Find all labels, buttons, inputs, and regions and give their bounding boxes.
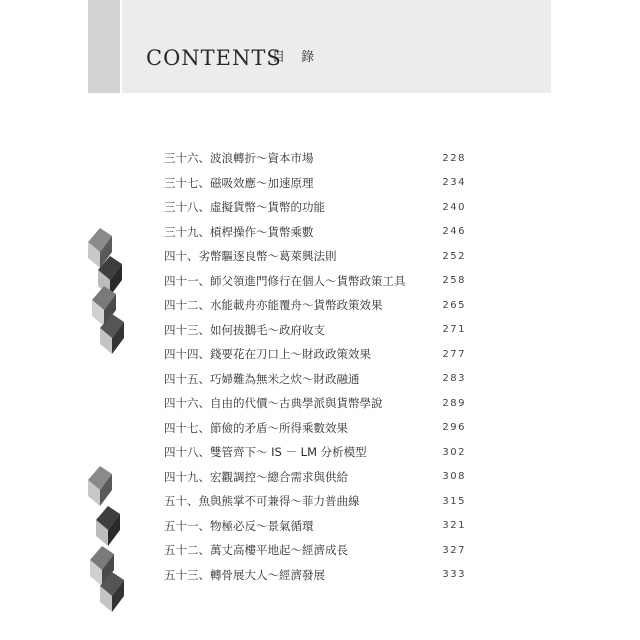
toc-entry[interactable] <box>164 514 466 539</box>
toc-entry-title: 四十七、節儉的矛盾～所得乘數效果 <box>164 420 348 435</box>
toc-entry-page: 296 <box>442 422 466 434</box>
toc-entry[interactable] <box>164 440 466 465</box>
toc-entry-page: 289 <box>442 397 466 409</box>
toc-entry[interactable] <box>164 538 466 563</box>
toc-entry-page: 271 <box>442 324 466 336</box>
toc-entry-title: 五十三、轉骨展大人～經濟發展 <box>164 567 325 582</box>
toc-entry-title: 四十二、水能載舟亦能覆舟～貨幣政策效果 <box>164 298 383 313</box>
stair-group-bottom <box>88 466 124 612</box>
toc-entry[interactable] <box>164 367 466 392</box>
toc-entry-title: 三十九、槓桿操作～貨幣乘數 <box>164 224 314 239</box>
toc-entry[interactable] <box>164 416 466 441</box>
table-of-contents <box>164 146 466 587</box>
toc-entry-title: 三十八、虛擬貨幣～貨幣的功能 <box>164 200 325 215</box>
toc-entry-title: 四十九、宏觀調控～總合需求與供給 <box>164 469 348 484</box>
toc-entry-title: 三十七、磁吸效應～加速原理 <box>164 175 314 190</box>
toc-entry[interactable] <box>164 465 466 490</box>
toc-entry-title: 四十一、師父領進門修行在個人～貨幣政策工具 <box>164 273 406 288</box>
toc-entry[interactable] <box>164 244 466 269</box>
stair-group-top <box>88 228 124 354</box>
toc-entry-title: 四十八、雙管齊下～ IS － LM 分析模型 <box>164 445 367 460</box>
toc-entry-page: 234 <box>442 177 466 189</box>
toc-entry-page: 315 <box>442 495 466 507</box>
toc-entry-page: 246 <box>442 226 466 238</box>
toc-entry-page: 333 <box>442 569 466 581</box>
toc-entry[interactable] <box>164 391 466 416</box>
toc-entry-page: 252 <box>442 250 466 262</box>
contents-title: CONTENTS <box>146 46 282 70</box>
toc-entry[interactable] <box>164 195 466 220</box>
contents-title-chinese: 目 錄 <box>272 50 321 65</box>
toc-entry[interactable] <box>164 220 466 245</box>
toc-entry[interactable] <box>164 563 466 588</box>
toc-entry-title: 四十四、錢要花在刀口上～財政政策效果 <box>164 347 371 362</box>
toc-entry[interactable] <box>164 293 466 318</box>
toc-entry-page: 308 <box>442 471 466 483</box>
toc-entry-page: 302 <box>442 446 466 458</box>
toc-entry[interactable] <box>164 146 466 171</box>
toc-entry-title: 五十、魚與熊掌不可兼得～菲力普曲線 <box>164 494 360 509</box>
toc-entry-title: 三十六、波浪轉折～資本市場 <box>164 151 314 166</box>
toc-entry-page: 240 <box>442 201 466 213</box>
toc-entry-page: 258 <box>442 275 466 287</box>
toc-entry-title: 四十、劣幣驅逐良幣～葛萊興法則 <box>164 249 337 264</box>
toc-entry-page: 327 <box>442 544 466 556</box>
toc-entry[interactable] <box>164 171 466 196</box>
toc-entry-title: 四十五、巧婦難為無米之炊～財政融通 <box>164 371 360 386</box>
toc-entry-title: 五十一、物極必反～景氣循環 <box>164 518 314 533</box>
toc-entry-title: 五十二、萬丈高樓平地起～經濟成長 <box>164 543 348 558</box>
toc-entry-page: 277 <box>442 348 466 360</box>
toc-entry-page: 265 <box>442 299 466 311</box>
toc-entry-title: 四十三、如何拔鵝毛～政府收支 <box>164 322 325 337</box>
decorative-stairs <box>86 0 126 640</box>
toc-entry-title: 四十六、自由的代價～古典學派與貨幣學說 <box>164 396 383 411</box>
toc-entry-page: 321 <box>442 520 466 532</box>
toc-entry-page: 283 <box>442 373 466 385</box>
toc-entry[interactable] <box>164 318 466 343</box>
toc-entry[interactable] <box>164 342 466 367</box>
toc-entry-page: 228 <box>442 152 466 164</box>
toc-entry[interactable] <box>164 269 466 294</box>
toc-entry[interactable] <box>164 489 466 514</box>
